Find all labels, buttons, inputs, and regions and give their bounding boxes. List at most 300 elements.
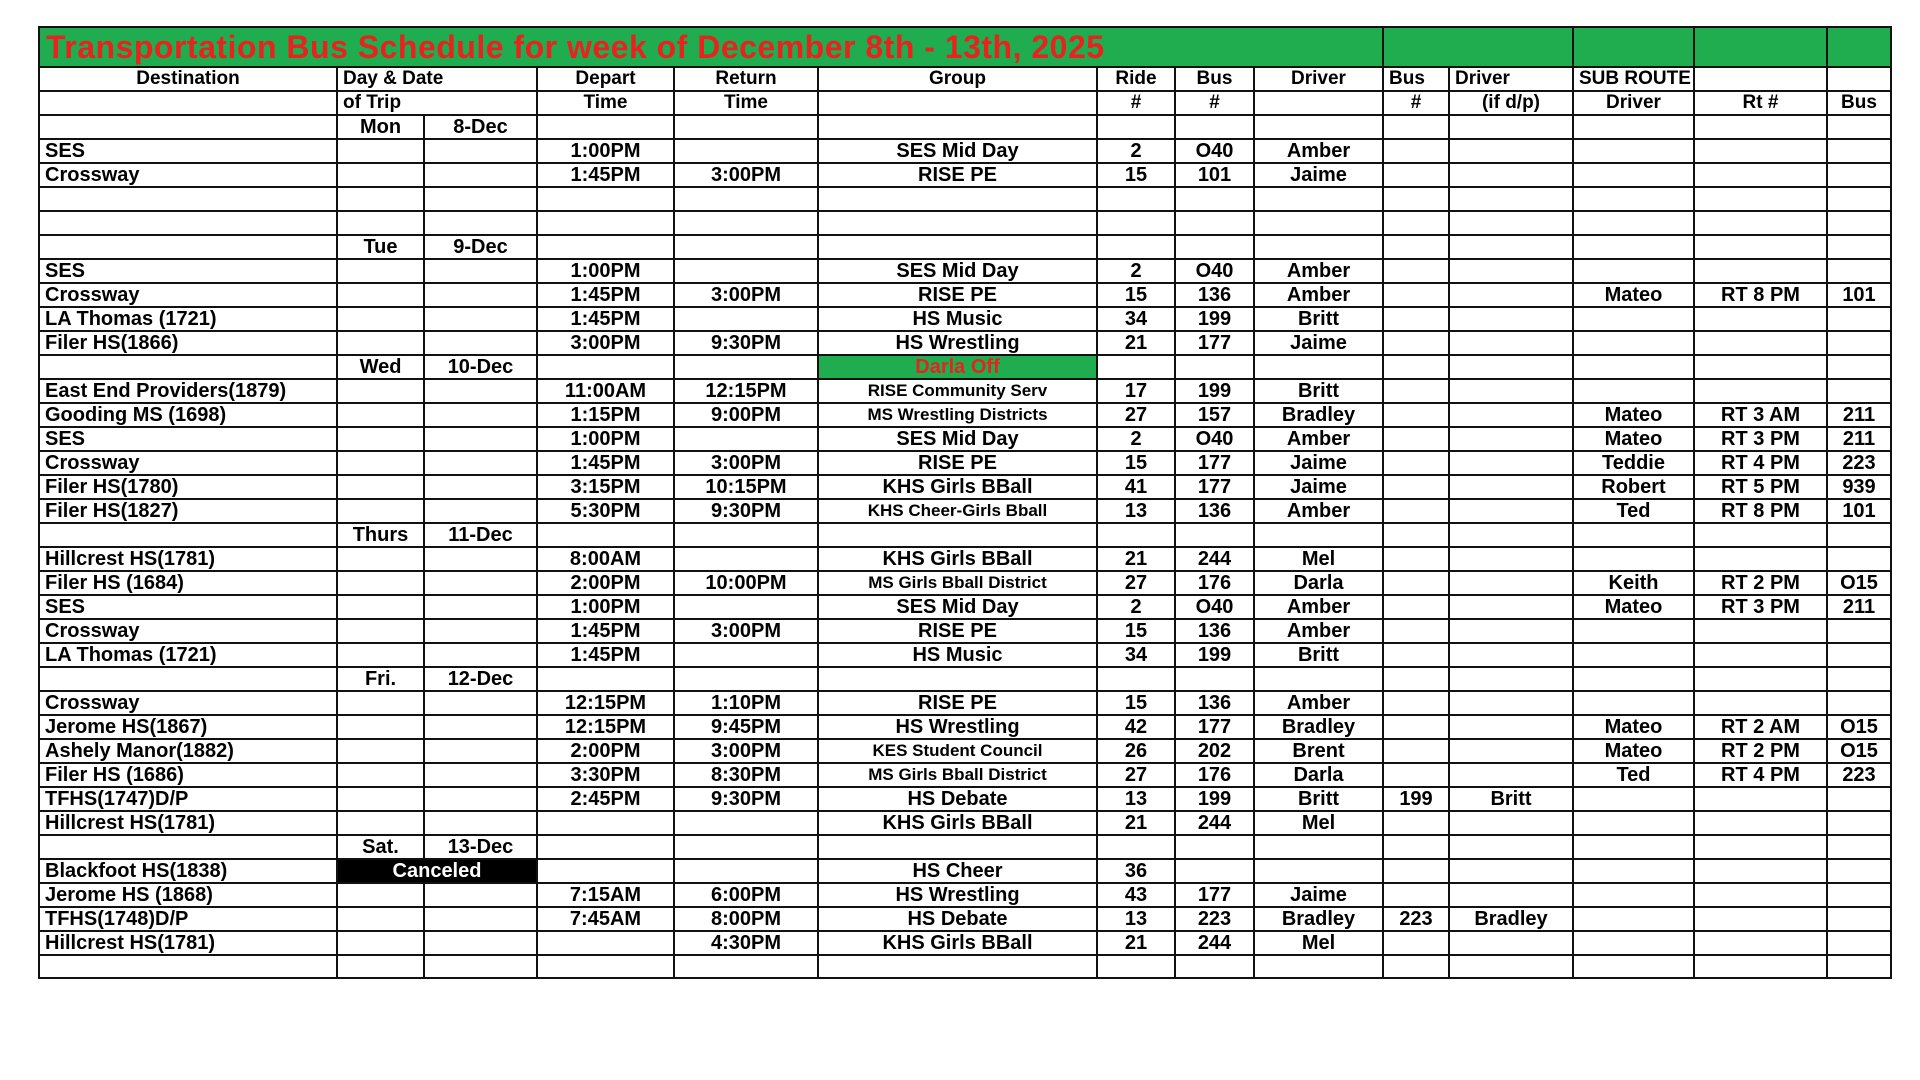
group-cell: RISE Community Serv [818,379,1097,403]
sub-driver-cell: Keith [1573,571,1694,595]
ride-cell: 26 [1097,739,1175,763]
rt-num-header: Rt # [1694,91,1827,115]
trip-row [39,331,1891,355]
ride-cell: 2 [1097,427,1175,451]
sub-driver-cell [1573,859,1694,883]
destination-cell: Filer HS (1684) [39,571,337,595]
destination-cell [39,667,337,691]
ride-cell: 34 [1097,643,1175,667]
driver-cell: Amber [1254,595,1383,619]
sub-driver-cell [1573,163,1694,187]
destination-cell: Hillcrest HS(1781) [39,931,337,955]
sub-rt-cell [1694,931,1827,955]
sub-driver-cell [1573,787,1694,811]
destination-cell: Crossway [39,163,337,187]
trip-row [39,643,1891,667]
group-cell: SES Mid Day [818,259,1097,283]
sub-rt-cell: RT 4 PM [1694,451,1827,475]
bus2-cell [1383,571,1449,595]
sub-bus-cell [1827,691,1891,715]
driver2-cell [1449,931,1573,955]
empty-cell [1254,235,1383,259]
sub-bus-cell [1827,547,1891,571]
sub-driver-cell [1573,307,1694,331]
date-cell [424,763,537,787]
group-cell: KHS Cheer-Girls Bball [818,499,1097,523]
empty-cell [1254,835,1383,859]
trip-row [39,139,1891,163]
driver-cell [1254,859,1383,883]
bus2-cell: 223 [1383,907,1449,931]
ride-cell: 21 [1097,331,1175,355]
day-cell [337,811,424,835]
driver-cell: Amber [1254,139,1383,163]
sub-driver-cell: Ted [1573,763,1694,787]
empty-cell [537,955,674,979]
empty-cell [424,211,537,235]
day-cell: Mon [337,115,424,139]
return-cell [674,139,818,163]
bus2-cell [1383,883,1449,907]
empty-cell [1383,187,1449,211]
sub-bus-cell [1827,907,1891,931]
bus2-cell [1383,427,1449,451]
bus-cell: 177 [1175,475,1254,499]
trip-row [39,547,1891,571]
bus-cell: 244 [1175,931,1254,955]
empty-cell [1694,235,1827,259]
group-cell: HS Wrestling [818,331,1097,355]
group-cell: KHS Girls BBall [818,811,1097,835]
empty-cell [1449,187,1573,211]
trip-row [39,859,1891,883]
bus-cell: 199 [1175,787,1254,811]
empty-cell [1383,115,1449,139]
day-cell [337,739,424,763]
empty-cell [1254,667,1383,691]
group-cell: MS Girls Bball District [818,763,1097,787]
empty-cell [1383,211,1449,235]
date-cell [424,571,537,595]
depart-cell: 1:45PM [537,451,674,475]
ride-cell: 2 [1097,595,1175,619]
empty-cell [1097,235,1175,259]
destination-cell: East End Providers(1879) [39,379,337,403]
trip-row [39,715,1891,739]
destination-cell: Filer HS(1866) [39,331,337,355]
day-cell [337,379,424,403]
date-cell [424,643,537,667]
ride-cell: 15 [1097,619,1175,643]
driver-cell: Britt [1254,307,1383,331]
return-cell: 4:30PM [674,931,818,955]
bus2-cell [1383,331,1449,355]
trip-row [39,739,1891,763]
sub-driver-cell [1573,643,1694,667]
date-cell [424,883,537,907]
empty-cell [674,955,818,979]
bus-cell: 244 [1175,811,1254,835]
driver-cell: Brent [1254,739,1383,763]
bus2-cell [1383,283,1449,307]
trip-row [39,595,1891,619]
empty-cell [1097,523,1175,547]
empty-cell [1383,523,1449,547]
ride-cell: 15 [1097,691,1175,715]
ride-cell: 13 [1097,907,1175,931]
sub-bus-cell [1827,163,1891,187]
empty-cell [1449,235,1573,259]
destination-cell: SES [39,427,337,451]
sub-rt-cell [1694,139,1827,163]
sub-bus-cell: 223 [1827,451,1891,475]
destination-cell: Filer HS (1686) [39,763,337,787]
depart-cell: 7:15AM [537,883,674,907]
driver2-cell [1449,571,1573,595]
ride-cell: 43 [1097,883,1175,907]
empty-cell [1449,955,1573,979]
driver-cell: Amber [1254,283,1383,307]
driver-cell: Amber [1254,499,1383,523]
sub-rt-cell: RT 8 PM [1694,283,1827,307]
day-cell [337,403,424,427]
destination-cell: TFHS(1747)D/P [39,787,337,811]
destination-cell: Blackfoot HS(1838) [39,859,337,883]
depart-cell [537,667,674,691]
ride-header: Ride [1097,67,1175,91]
bus-cell: 101 [1175,163,1254,187]
group-cell: SES Mid Day [818,595,1097,619]
driver2-cell [1449,715,1573,739]
sub-rt-cell [1694,619,1827,643]
empty-cell [1827,523,1891,547]
sub-bus-cell: 223 [1827,763,1891,787]
bus2-cell [1383,595,1449,619]
sub-rt-cell [1694,883,1827,907]
sub-rt-cell: RT 2 PM [1694,739,1827,763]
driver-off-note: Darla Off [818,355,1097,379]
date-cell [424,163,537,187]
empty-cell [1097,187,1175,211]
bus2-cell [1383,691,1449,715]
destination-cell [39,235,337,259]
date-cell [424,379,537,403]
depart-cell [537,811,674,835]
trip-row [39,403,1891,427]
sub-bus-cell [1827,619,1891,643]
empty-cell [39,955,337,979]
bus2-cell [1383,499,1449,523]
date-cell [424,907,537,931]
day-row [39,235,1891,259]
depart-cell [537,859,674,883]
sub-rt-cell: RT 3 AM [1694,403,1827,427]
group-cell: RISE PE [818,163,1097,187]
group-cell: RISE PE [818,283,1097,307]
bus2-cell [1383,643,1449,667]
empty-cell [1827,115,1891,139]
empty-cell [1097,955,1175,979]
driver-dp-header: (if d/p) [1449,91,1573,115]
bus2-cell [1383,307,1449,331]
depart-cell: 11:00AM [537,379,674,403]
return-cell [674,811,818,835]
blank-row [39,955,1891,979]
day-cell [337,283,424,307]
date-cell: 12-Dec [424,667,537,691]
date-cell [424,331,537,355]
driver-cell: Bradley [1254,403,1383,427]
day-row [39,667,1891,691]
driver-cell: Jaime [1254,475,1383,499]
depart-cell [537,235,674,259]
destination-cell: Hillcrest HS(1781) [39,811,337,835]
destination-cell: Hillcrest HS(1781) [39,547,337,571]
driver2-cell [1449,763,1573,787]
return-cell [674,355,818,379]
date-cell [424,691,537,715]
empty-cell [1573,955,1694,979]
return-cell: 10:00PM [674,571,818,595]
day-cell [337,691,424,715]
group-cell: SES Mid Day [818,139,1097,163]
driver-cell: Britt [1254,643,1383,667]
sub-driver-cell: Robert [1573,475,1694,499]
group-cell [818,523,1097,547]
return-cell [674,667,818,691]
destination-cell: Gooding MS (1698) [39,403,337,427]
driver-header: Driver [1254,67,1383,91]
empty-cell [1573,211,1694,235]
sub-bus-cell [1827,811,1891,835]
sub-bus-cell [1827,139,1891,163]
day-row [39,523,1891,547]
date-cell [424,811,537,835]
empty-cell [1694,115,1827,139]
ride-cell: 27 [1097,763,1175,787]
date-cell [424,427,537,451]
depart-header: Depart [537,67,674,91]
trip-row [39,907,1891,931]
depart-cell: 2:00PM [537,739,674,763]
depart-cell: 1:45PM [537,643,674,667]
sub-bus-cell [1827,331,1891,355]
destination-cell: Filer HS(1827) [39,499,337,523]
empty-cell [39,187,337,211]
sub-driver-cell: Teddie [1573,451,1694,475]
trip-row [39,619,1891,643]
bus-cell: 176 [1175,571,1254,595]
empty-cell [1175,235,1254,259]
sub-bus-num-header: Bus [1827,91,1891,115]
depart-cell: 1:00PM [537,139,674,163]
ride-cell: 21 [1097,547,1175,571]
bus2-cell [1383,403,1449,427]
bus2-cell [1383,715,1449,739]
return-cell [674,523,818,547]
depart-cell: 1:45PM [537,619,674,643]
driver-cell: Mel [1254,547,1383,571]
destination-cell: SES [39,259,337,283]
day-cell [337,259,424,283]
title-green-cell [1827,27,1891,67]
driver-cell: Jaime [1254,451,1383,475]
driver2-cell [1449,883,1573,907]
day-cell [337,427,424,451]
driver-cell: Amber [1254,619,1383,643]
bus2-cell [1383,931,1449,955]
empty-cell [1573,235,1694,259]
driver2-cell [1449,643,1573,667]
ride-cell: 13 [1097,499,1175,523]
empty-cell [1573,523,1694,547]
depart-cell: 2:45PM [537,787,674,811]
group-cell: RISE PE [818,691,1097,715]
group-header-2 [818,91,1097,115]
bus2-cell [1383,763,1449,787]
return-cell: 10:15PM [674,475,818,499]
sub-rt-cell [1694,259,1827,283]
destination-cell [39,835,337,859]
ride-cell: 41 [1097,475,1175,499]
group-cell: HS Music [818,307,1097,331]
date-cell [424,619,537,643]
sub-rt-cell: RT 2 PM [1694,571,1827,595]
bus2-cell [1383,139,1449,163]
sub-driver-cell [1573,547,1694,571]
destination-cell: Crossway [39,619,337,643]
return-cell: 12:15PM [674,379,818,403]
driver-header-2 [1254,91,1383,115]
sub-driver-cell [1573,691,1694,715]
bus2-cell [1383,859,1449,883]
bus-cell: 157 [1175,403,1254,427]
empty-cell [1097,355,1175,379]
destination-cell: Crossway [39,691,337,715]
day-cell [337,907,424,931]
return-cell [674,235,818,259]
sub-rt-cell [1694,691,1827,715]
ride-cell: 13 [1097,787,1175,811]
destination-cell: Filer HS(1780) [39,475,337,499]
depart-cell [537,835,674,859]
sub-driver-cell [1573,259,1694,283]
group-cell: SES Mid Day [818,427,1097,451]
empty-cell [1097,211,1175,235]
driver-cell: Mel [1254,931,1383,955]
empty-cell [1175,211,1254,235]
blank-row [39,211,1891,235]
bus-cell: 199 [1175,643,1254,667]
depart-cell: 12:15PM [537,715,674,739]
driver-cell: Jaime [1254,331,1383,355]
bus2-cell [1383,619,1449,643]
empty-cell [674,187,818,211]
empty-cell [337,955,424,979]
driver-cell: Darla [1254,571,1383,595]
sub-rt-cell [1694,907,1827,931]
sub-bus-cell: 939 [1827,475,1891,499]
driver2-cell [1449,811,1573,835]
sub-rt-cell [1694,379,1827,403]
empty-cell [1827,955,1891,979]
depart-cell [537,931,674,955]
group-cell [818,235,1097,259]
empty-cell [1827,211,1891,235]
return-cell [674,859,818,883]
trip-row [39,499,1891,523]
driver-cell: Bradley [1254,907,1383,931]
return-cell: 3:00PM [674,163,818,187]
depart-cell [537,355,674,379]
sub-driver-cell [1573,931,1694,955]
driver2-cell [1449,619,1573,643]
date-cell [424,595,537,619]
bus-cell: 199 [1175,379,1254,403]
sub-bus-cell [1827,859,1891,883]
title-green-cell [1694,27,1827,67]
schedule-title: Transportation Bus Schedule for week of December 8th - 13th, 2025 [39,27,1383,67]
bus-cell: 223 [1175,907,1254,931]
empty-cell [674,211,818,235]
day-date-header: Day & Date [337,67,537,91]
empty-cell [1449,115,1573,139]
bus2-cell [1383,451,1449,475]
date-cell [424,259,537,283]
trip-row [39,811,1891,835]
bus-cell: O40 [1175,259,1254,283]
depart-cell [537,115,674,139]
empty-cell [1449,667,1573,691]
destination-cell: TFHS(1748)D/P [39,907,337,931]
bus2-header: Bus [1383,67,1449,91]
sub-driver-cell: Mateo [1573,715,1694,739]
blank-row [39,187,1891,211]
driver-cell: Jaime [1254,883,1383,907]
trip-row [39,379,1891,403]
empty-cell [537,211,674,235]
empty-cell [1175,115,1254,139]
sub-bus-cell: 211 [1827,427,1891,451]
sub-rt-cell [1694,163,1827,187]
return-cell: 9:45PM [674,715,818,739]
driver2-header: Driver [1449,67,1573,91]
trip-row [39,163,1891,187]
depart-cell: 1:00PM [537,595,674,619]
day-cell [337,883,424,907]
date-cell [424,451,537,475]
trip-row [39,691,1891,715]
group-header: Group [818,67,1097,91]
empty-cell [1449,523,1573,547]
sub-rt-cell: RT 5 PM [1694,475,1827,499]
sub-driver-cell: Mateo [1573,283,1694,307]
sub-rt-cell [1694,859,1827,883]
driver2-cell [1449,403,1573,427]
date-cell: 9-Dec [424,235,537,259]
driver2-cell [1449,595,1573,619]
trip-row [39,283,1891,307]
empty-cell [1827,187,1891,211]
trip-row [39,475,1891,499]
empty-cell [1175,187,1254,211]
return-cell [674,595,818,619]
trip-row [39,883,1891,907]
ride-cell: 27 [1097,571,1175,595]
bus-cell: 136 [1175,691,1254,715]
driver2-cell: Bradley [1449,907,1573,931]
sub-rt-cell: RT 2 AM [1694,715,1827,739]
